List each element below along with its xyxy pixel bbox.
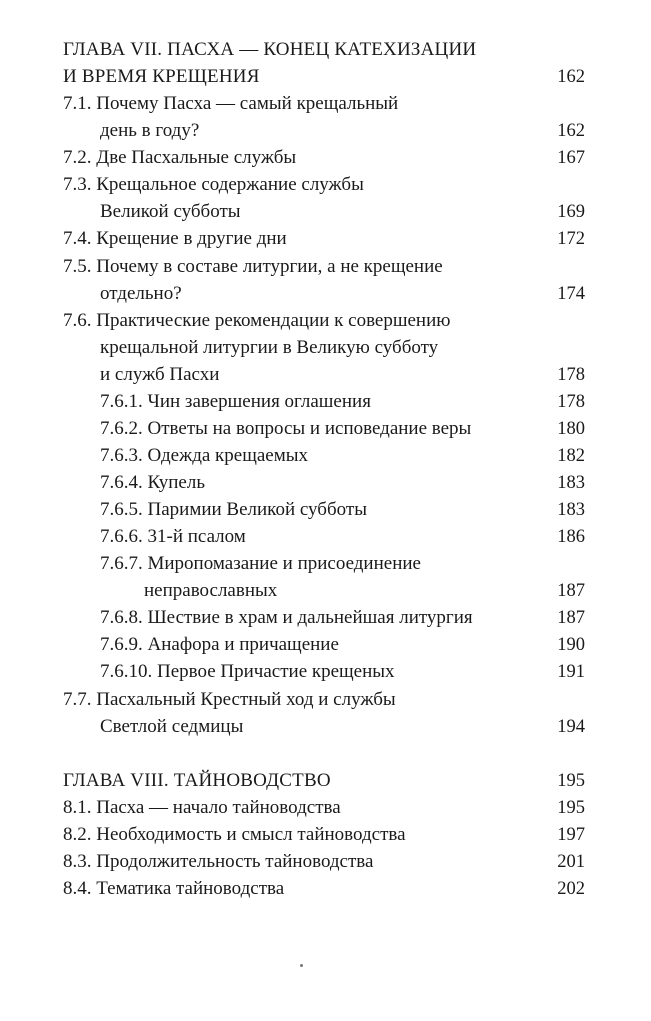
entry-title-continuation: отдельно? [100, 283, 182, 304]
entry-title: 7.6.8. Шествие в храм и дальнейшая литургия [100, 607, 473, 628]
toc-entry-7-5-cont [63, 280, 585, 308]
toc-entry-7-6-8 [63, 604, 585, 632]
table-of-contents [63, 0, 585, 1021]
entry-title: 7.6.6. 31-й псалом [100, 526, 246, 547]
page-number: 182 [557, 446, 585, 466]
toc-entry-8-3 [63, 848, 585, 876]
toc-entry-7-1-cont [63, 117, 585, 145]
entry-title-continuation: Великой субботы [100, 201, 241, 222]
toc-entry-7-7 [63, 686, 585, 714]
entry-title: 7.4. Крещение в другие дни [63, 228, 287, 249]
toc-entry-7-6-7 [63, 550, 585, 578]
page-number: 167 [557, 148, 585, 168]
toc-entry-7-6-cont [63, 334, 585, 362]
entry-title: 7.6.4. Купель [100, 472, 205, 493]
page-number: 172 [557, 229, 585, 249]
page-number: 197 [557, 825, 585, 845]
toc-entry-7-1 [63, 90, 585, 118]
toc-entry-7-6-6 [63, 523, 585, 551]
toc-entry-7-6-7-cont [63, 577, 585, 605]
toc-entry-7-6-cont [63, 361, 585, 389]
toc-entry-7-6-5 [63, 496, 585, 524]
entry-title: 8.3. Продолжительность тайноводства [63, 851, 374, 872]
entry-title: 7.6.9. Анафора и причащение [100, 634, 339, 655]
page-number: 201 [557, 852, 585, 872]
toc-entry-7-4 [63, 225, 585, 253]
toc-entry-7-6-4 [63, 469, 585, 497]
entry-title: 8.1. Пасха — начало тайноводства [63, 797, 341, 818]
chapter-title: ГЛАВА VII. ПАСХА — КОНЕЦ КАТЕХИЗАЦИИ [63, 39, 477, 60]
page-number: 194 [557, 717, 585, 737]
entry-title: 7.6.2. Ответы на вопросы и исповедание веры [100, 418, 472, 439]
chapter-title: ГЛАВА VIII. ТАЙНОВОДСТВО [63, 770, 331, 791]
page-number: 187 [557, 581, 585, 601]
page-number: 191 [557, 662, 585, 682]
entry-title: 8.4. Тематика тайноводства [63, 878, 285, 899]
toc-entry-7-6-9 [63, 631, 585, 659]
page-number: 162 [557, 121, 585, 141]
page-number: 183 [557, 473, 585, 493]
entry-title: 7.5. Почему в составе литургии, а не крещение [63, 256, 443, 277]
page-number: 195 [557, 798, 585, 818]
entry-title-continuation: крещальной литургии в Великую субботу [100, 337, 439, 358]
toc-entry-7-6-2 [63, 415, 585, 443]
entry-title: 7.7. Пасхальный Крестный ход и службы [63, 689, 396, 710]
entry-title-continuation: неправославных [144, 580, 278, 601]
chapter-7-title-line-1 [63, 36, 585, 64]
page-number: 178 [557, 365, 585, 385]
toc-entry-7-6 [63, 307, 585, 335]
page-number: 187 [557, 608, 585, 628]
entry-title: 7.6. Практические рекомендации к совершению [63, 310, 451, 331]
toc-entry-7-3-cont [63, 198, 585, 226]
entry-title: 7.6.10. Первое Причастие крещеных [100, 661, 395, 682]
toc-entry-8-2 [63, 821, 585, 849]
print-speck [300, 964, 303, 967]
chapter-8-title [63, 767, 585, 795]
toc-entry-7-2 [63, 144, 585, 172]
entry-title: 8.2. Необходимость и смысл тайноводства [63, 824, 406, 845]
entry-title: 7.6.1. Чин завершения оглашения [100, 391, 371, 412]
entry-title: 7.2. Две Пасхальные службы [63, 147, 297, 168]
toc-entry-8-1 [63, 794, 585, 822]
chapter-7-title-line-2 [63, 63, 585, 91]
toc-entry-7-7-cont [63, 713, 585, 741]
chapter-title: И ВРЕМЯ КРЕЩЕНИЯ [63, 66, 260, 87]
page-number: 190 [557, 635, 585, 655]
entry-title: 7.1. Почему Пасха — самый крещальный [63, 93, 399, 114]
page-number: 178 [557, 392, 585, 412]
entry-title: 7.3. Крещальное содержание службы [63, 174, 364, 195]
toc-entry-7-3 [63, 171, 585, 199]
toc-entry-7-6-10 [63, 658, 585, 686]
toc-entry-7-5 [63, 253, 585, 281]
page-number: 183 [557, 500, 585, 520]
entry-title: 7.6.7. Миропомазание и присоединение [100, 553, 421, 574]
toc-entry-7-6-1 [63, 388, 585, 416]
page-number: 169 [557, 202, 585, 222]
page-number: 174 [557, 284, 585, 304]
page-number: 195 [557, 771, 585, 791]
page-number: 202 [557, 879, 585, 899]
entry-title-continuation: день в году? [100, 120, 200, 141]
page-number: 186 [557, 527, 585, 547]
entry-title-continuation: Светлой седмицы [100, 716, 244, 737]
toc-entry-7-6-3 [63, 442, 585, 470]
page-number: 162 [557, 67, 585, 87]
entry-title: 7.6.3. Одежда крещаемых [100, 445, 308, 466]
entry-title-continuation: и служб Пасхи [100, 364, 220, 385]
page-number: 180 [557, 419, 585, 439]
entry-title: 7.6.5. Паримии Великой субботы [100, 499, 367, 520]
toc-entry-8-4 [63, 875, 585, 903]
